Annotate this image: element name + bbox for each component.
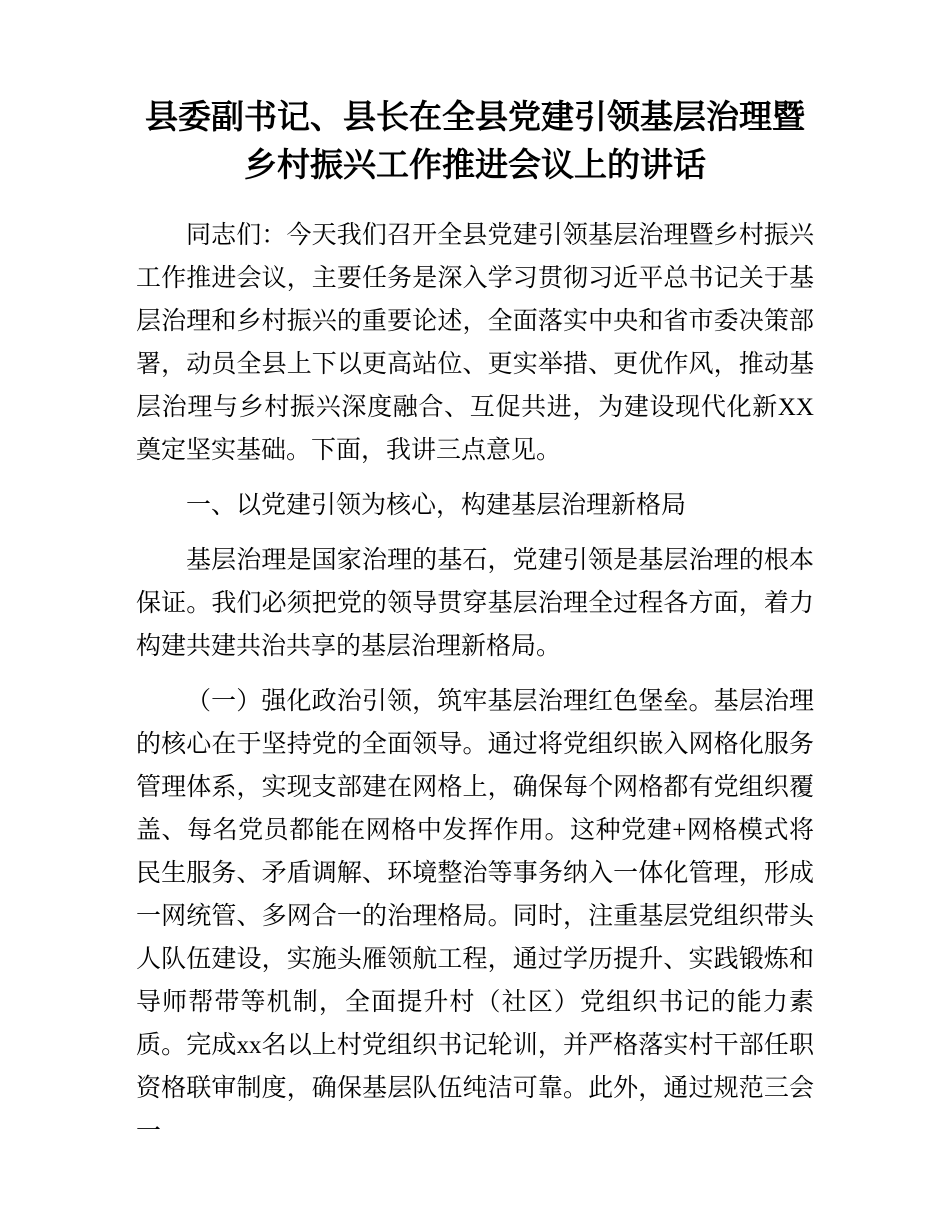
document-title: 县委副书记、县长在全县党建引领基层治理暨乡村振兴工作推进会议上的讲话 (145, 100, 805, 184)
paragraph-section-lead: 基层治理是国家治理的基石，党建引领是基层治理的根本保证。我们必须把党的领导贯穿基层治理全过程各方面，着力构建共建共治共享的基层治理新格局。 (136, 547, 814, 660)
paragraph-intro: 同志们：今天我们召开全县党建引领基层治理暨乡村振兴工作推进会议，主要任务是深入学习贯彻习近平总书记关于基层治理和乡村振兴的重要论述，全面落实中央和省市委决策部署，动员全县上下以更高站位、更实举措、更优作风，推动基层治理与乡村振兴深度融合、互促共进，为建设现代化新XX奠定坚实基础。下面，我讲三点意见。 (136, 222, 814, 464)
section-heading-one: 一、以党建引领为核心，构建基层治理新格局 (186, 492, 687, 519)
document-page (136, 0, 814, 1153)
paragraph-subsection-one: （一）强化政治引领，筑牢基层治理红色堡垒。基层治理的核心在于坚持党的全面领导。通过将党组织嵌入网格化服务管理体系，实现支部建在网格上，确保每个网格都有党组织覆盖、每名党员都能在网格中发挥作用。这种党建+网格模式将民生服务、矛盾调解、环境整治等事务纳入一体化管理，形成一网统管、多网合一的治理格局。同时，注重基层党组织带头人队伍建设，实施头雁领航工程，通过学历提升、实践锻炼和导师帮带等机制，全面提升村（社区）党组织书记的能力素质。完成xx名以上村党组织书记轮训，并严格落实村干部任职资格联审制度，确保基层队伍纯洁可靠。此外，通过规范三会一 (136, 688, 814, 1145)
